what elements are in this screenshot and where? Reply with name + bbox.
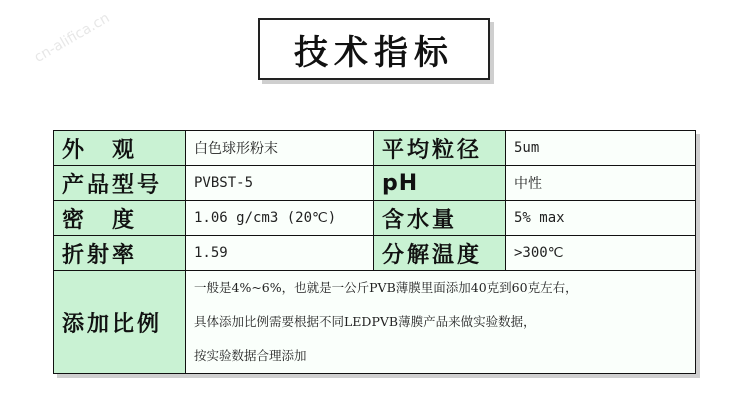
label-ph: pH bbox=[374, 166, 506, 201]
addition-line: 按实验数据合理添加 bbox=[194, 348, 307, 363]
label-addition-ratio: 添加比例 bbox=[54, 271, 186, 374]
watermark-top-left: cn-alifica.cn bbox=[31, 10, 113, 66]
addition-line: 一般是4%~6%，也就是一公斤PVB薄膜里面添加40克到60克左右， bbox=[194, 280, 578, 295]
label-appearance: 外 观 bbox=[54, 131, 186, 166]
value-refractive-index: 1.59 bbox=[186, 236, 374, 271]
label-particle-size: 平均粒径 bbox=[374, 131, 506, 166]
page-title: 技术指标 bbox=[294, 32, 454, 73]
value-moisture: 5% max bbox=[506, 201, 696, 236]
table-row bbox=[54, 201, 696, 236]
value-ph: 中性 bbox=[506, 166, 696, 201]
value-density: 1.06 g/cm3 (20℃) bbox=[186, 201, 374, 236]
value-model: PVBST-5 bbox=[186, 166, 374, 201]
value-appearance: 白色球形粉末 bbox=[186, 131, 374, 166]
label-decomposition-temp: 分解温度 bbox=[374, 236, 506, 271]
label-refractive-index: 折射率 bbox=[54, 236, 186, 271]
label-density: 密 度 bbox=[54, 201, 186, 236]
addition-line: 具体添加比例需要根据不同LEDPVB薄膜产品来做实验数据， bbox=[194, 314, 536, 329]
table-row bbox=[54, 131, 696, 166]
value-particle-size: 5um bbox=[506, 131, 696, 166]
table-row bbox=[54, 271, 696, 374]
value-addition-ratio bbox=[186, 271, 696, 374]
label-moisture: 含水量 bbox=[374, 201, 506, 236]
label-model: 产品型号 bbox=[54, 166, 186, 201]
table-row bbox=[54, 166, 696, 201]
spec-table bbox=[53, 130, 696, 374]
title-box bbox=[258, 18, 490, 80]
table-row bbox=[54, 236, 696, 271]
value-decomposition-temp: >300℃ bbox=[506, 236, 696, 271]
